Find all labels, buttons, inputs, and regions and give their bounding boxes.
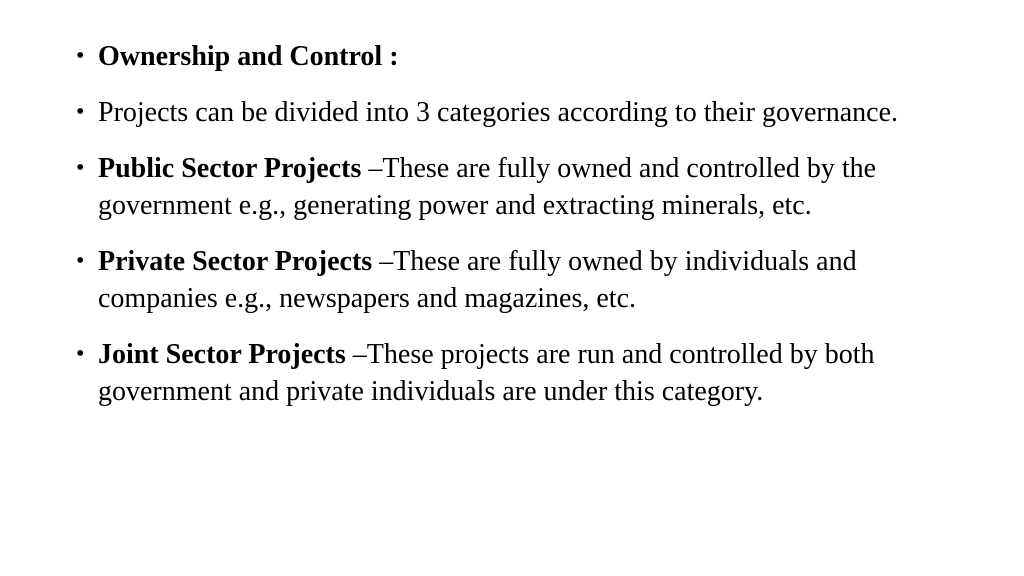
bullet-icon: • [76, 155, 85, 181]
bullet-text: Projects can be divided into 3 categories according to their governance. [98, 97, 899, 128]
bullet-item-private-sector [76, 243, 956, 317]
bullet-icon: • [76, 248, 85, 274]
bullet-heading: Public Sector Projects [98, 153, 362, 184]
bullet-item-joint-sector [76, 336, 956, 410]
bullet-heading: Ownership and Control : [98, 41, 399, 72]
bullet-text: –These projects are run and controlled by both government and private individuals are under this category. [98, 339, 875, 407]
bullet-item-ownership-and-control [76, 38, 956, 75]
bullet-heading: Joint Sector Projects [98, 339, 346, 370]
bullet-icon: • [76, 341, 85, 367]
bullet-item-public-sector [76, 150, 956, 224]
bullet-text: –These are fully owned by individuals and companies e.g., newspapers and magazines, etc. [98, 246, 857, 314]
bullet-icon: • [76, 43, 85, 69]
bullet-icon: • [76, 99, 85, 125]
bullet-list [76, 38, 956, 429]
bullet-text: –These are fully owned and controlled by the government e.g., generating power and extracting minerals, etc. [98, 153, 877, 221]
bullet-item-categories [76, 94, 956, 131]
bullet-heading: Private Sector Projects [98, 246, 373, 277]
